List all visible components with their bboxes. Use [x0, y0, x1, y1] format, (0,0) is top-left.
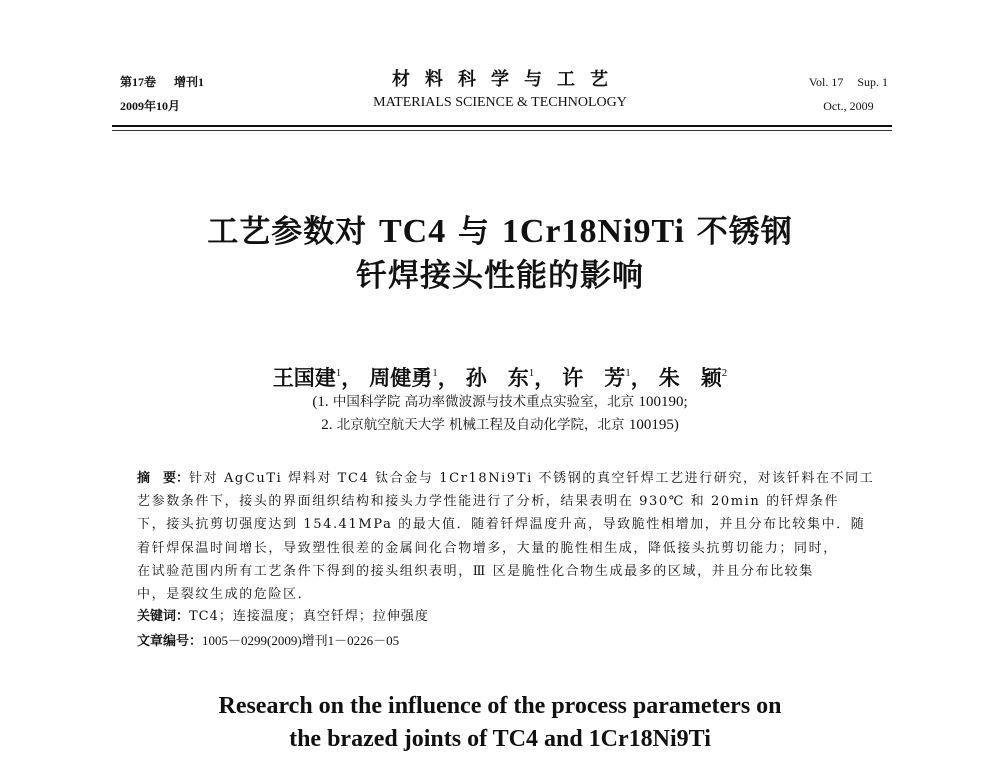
title-cn-latin: 1Cr18Ni9Ti [501, 213, 685, 250]
author-name: 孙 东 [465, 365, 529, 390]
affiliation-number: 2. [321, 417, 333, 433]
author [659, 365, 728, 390]
author [466, 365, 535, 390]
title-cn-text: 工艺参数对 [207, 214, 379, 250]
author-name: 朱 颖 [658, 365, 722, 390]
header-journal [330, 66, 670, 114]
abstract-line [137, 467, 883, 490]
volume-en: Vol. 17 [808, 75, 844, 89]
abstract-line: 中，是裂纹生成的危险区． [137, 587, 313, 603]
header-right [809, 70, 888, 118]
title-en-line-2: the brazed joints of TC4 and 1Cr18Ni9Ti [289, 726, 711, 752]
abstract-text: 针对 AgCuTi 焊料对 TC4 钛合金与 1Cr18Ni9Ti 不锈钢的真空钎焊工艺进行研究，对该钎料在不同工 [189, 471, 875, 486]
journal-name-cn: 材料科学与工艺 [392, 69, 623, 89]
keywords-label: 关键词： [137, 609, 190, 624]
author-separator: ， [437, 365, 459, 390]
keywords [137, 606, 429, 628]
header-rule-thin [112, 130, 892, 131]
volume-cn: 第17卷 [120, 75, 157, 89]
title-en [100, 690, 900, 756]
header-rule-thick [112, 125, 892, 127]
title-cn-line-1 [100, 210, 900, 254]
keywords-text: TC4；连接温度；真空钎焊；拉伸强度 [189, 609, 429, 624]
title-cn-latin: TC4 [379, 213, 447, 250]
affiliation-2 [100, 414, 900, 436]
article-id [137, 630, 399, 653]
title-en-line-1: Research on the influence of the process parameters on [218, 693, 782, 719]
author-name: 周健勇 [369, 365, 433, 390]
issue-en: Sup. 1 [857, 75, 888, 89]
author-name: 许 芳 [562, 365, 626, 390]
author [369, 365, 438, 390]
author-affil-mark: 1 [335, 367, 342, 379]
affiliation-postcode: 100190; [638, 394, 688, 410]
title-cn-text: 不锈钢 [684, 214, 793, 250]
author-affil-mark: 1 [625, 367, 631, 379]
affiliation-number: (1. [312, 394, 329, 410]
author-separator: ， [630, 365, 652, 390]
date-cn: 2009年10月 [120, 99, 181, 113]
article-id-text: 1005－0299(2009)增刊1－0226－05 [202, 633, 400, 648]
header-left [120, 70, 204, 118]
issue-cn: 增刊1 [174, 75, 205, 89]
author-list [100, 358, 900, 393]
abstract-line: 下，接头抗剪切强度达到 154.41MPa 的最大值．随着钎焊温度升高，导致脆性相增加，并且分布比较集中．随 [137, 517, 866, 533]
author [562, 365, 631, 390]
title-cn [100, 210, 900, 298]
author-affil-mark: 1 [432, 367, 438, 379]
author-separator: ， [341, 365, 363, 390]
author-affil-mark: 1 [528, 367, 535, 379]
author [273, 365, 342, 390]
abstract-line: 着钎焊保温时间增长，导致塑性很差的金属间化合物增多，大量的脆性相生成，降低接头抗剪切能力；同时， [137, 540, 838, 556]
affiliation-1 [100, 391, 900, 413]
journal-name-en: MATERIALS SCIENCE & TECHNOLOGY [373, 95, 627, 110]
title-cn-line-2: 钎焊接头性能的影响 [356, 258, 644, 294]
abstract-label: 摘 要： [137, 471, 190, 486]
author-name: 王国建 [272, 365, 336, 390]
affiliation-text: 北京航空航天大学 机械工程及自动化学院，北京 [332, 417, 629, 433]
affiliation-postcode: 100195) [628, 417, 679, 433]
header-volume-issue-en [809, 70, 888, 94]
author-separator: ， [534, 365, 556, 390]
author-affil-mark: 2 [721, 367, 728, 379]
abstract [137, 467, 883, 606]
title-cn-text: 与 [446, 214, 502, 250]
abstract-line: 在试验范围内所有工艺条件下得到的接头组织表明，Ⅲ 区是脆性化合物生成最多的区域，并且分布比较集 [137, 563, 814, 579]
date-en: Oct., 2009 [823, 99, 874, 113]
abstract-line: 艺参数条件下，接头的界面组织结构和接头力学性能进行了分析，结果表明在 930℃ 和 20min 的钎焊条件 [137, 494, 840, 510]
article-id-label: 文章编号： [137, 634, 203, 649]
affiliation-text: 中国科学院 高功率微波源与技术重点实验室，北京 [328, 394, 639, 410]
header-volume-issue-cn [120, 70, 204, 94]
